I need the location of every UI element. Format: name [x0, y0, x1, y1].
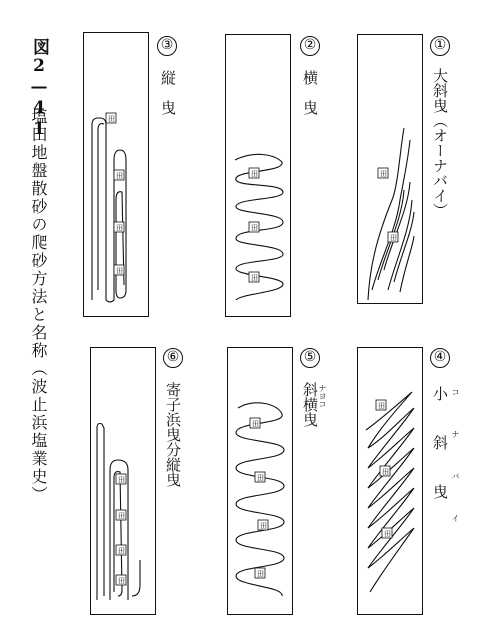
panel-label: 寄子浜曳分縦曳: [164, 382, 182, 487]
svg-text:田: 田: [382, 468, 389, 476]
svg-text:田: 田: [251, 274, 258, 282]
svg-text:田: 田: [116, 224, 123, 232]
svg-text:田: 田: [257, 474, 264, 482]
panel-label: 横 曳: [301, 70, 319, 115]
svg-text:田: 田: [108, 115, 115, 123]
panel-number: ②: [300, 36, 320, 56]
svg-text:田: 田: [118, 512, 125, 520]
panel-number: ⑤: [300, 348, 320, 368]
figure-label: 図2—41: [29, 38, 49, 140]
svg-text:田: 田: [118, 547, 125, 555]
svg-text:田: 田: [251, 224, 258, 232]
svg-text:田: 田: [116, 267, 123, 275]
svg-text:田: 田: [252, 420, 259, 428]
svg-text:田: 田: [384, 530, 391, 538]
panel-label: 縦 曳: [159, 70, 177, 115]
panel-ruby: ナヨコ: [318, 384, 327, 408]
svg-text:田: 田: [378, 402, 385, 410]
svg-text:田: 田: [380, 170, 387, 178]
svg-text:田: 田: [257, 570, 264, 578]
svg-text:田: 田: [116, 172, 123, 180]
panel-label: 斜横曳: [301, 382, 319, 427]
svg-text:田: 田: [251, 170, 258, 178]
panel-number: ③: [157, 36, 177, 56]
panel-label: 小斜曳: [431, 386, 449, 533]
panel-label: 大斜曳（オーナバイ）: [431, 68, 449, 218]
svg-text:田: 田: [390, 234, 397, 242]
panel-ruby: コナバイ: [451, 388, 460, 556]
panel-number: ①: [430, 36, 450, 56]
svg-text:田: 田: [118, 476, 125, 484]
figure-title: 塩田地盤散砂の爬砂方法と名称（波止浜塩業史）: [29, 108, 48, 504]
svg-text:田: 田: [118, 577, 125, 585]
panel-number: ④: [430, 348, 450, 368]
svg-text:田: 田: [260, 522, 267, 530]
panel-number: ⑥: [163, 348, 183, 368]
